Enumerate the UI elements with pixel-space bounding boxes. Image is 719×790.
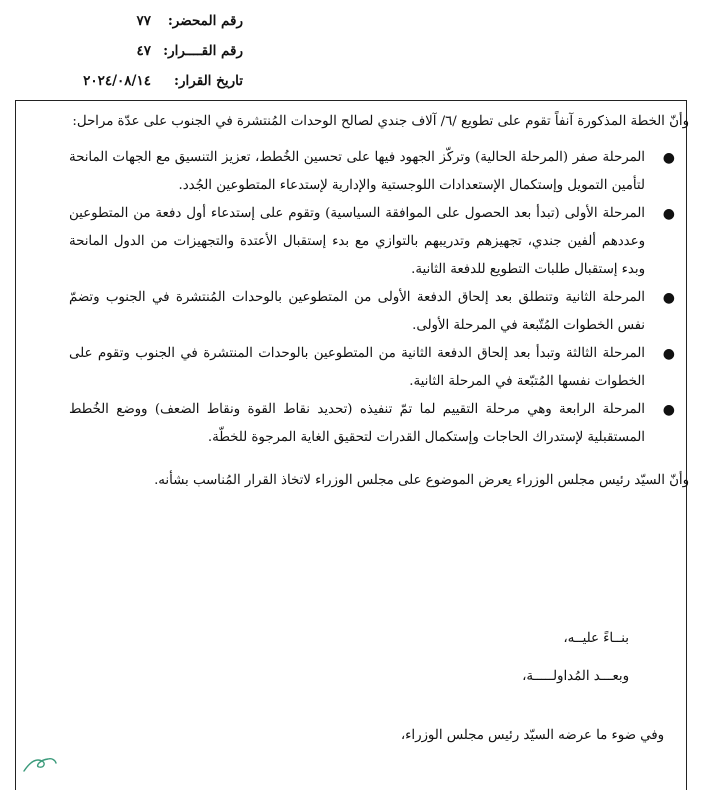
list-item	[69, 340, 679, 396]
bullet-icon: ●	[662, 346, 675, 362]
decision-number-value: ٤٧	[136, 43, 151, 59]
minutes-number-row	[33, 6, 243, 36]
bullet-icon: ●	[662, 206, 675, 222]
stage-text: المرحلة الرابعة وهي مرحلة التقييم لما تمّ تنفيذه (تحديد نقاط القوة ونقاط الضعف) ووضع الخُطط المستقبلية لإستدراك الحاجات وإستكمال القدرات لتحقيق الغاية المرجوة للخطّة.	[69, 402, 645, 445]
decision-number-row	[33, 36, 243, 66]
closing-line-presentation: وفي ضوء ما عرضه السيّد رئيس مجلس الوزراء،	[400, 728, 664, 743]
list-item	[69, 200, 679, 284]
stage-text: المرحلة صفر (المرحلة الحالية) وتركّز الجهود فيها على تحسين الخُطط، تعزيز التنسيق مع الجهات المانحة لتأمين التمويل وإستكمال الإستعدادات اللوجستية والإدارية لإستدعاء المتطوعين الجُدد.	[69, 150, 645, 193]
closing-line-deliberation: وبعـــد المُداولـــــة،	[522, 669, 629, 684]
closing-line-basis: بنــاءً عليــه،	[563, 631, 629, 646]
bullet-icon: ●	[662, 150, 675, 166]
list-item	[69, 396, 679, 452]
stage-text: المرحلة الثالثة وتبدأ بعد إلحاق الدفعة الثانية من المتطوعين بالوحدات المنتشرة في الجنوب وتقوم على الخطوات نفسها المُتبّعة في المرحلة الثانية.	[69, 346, 645, 389]
closing-block	[522, 622, 629, 698]
stage-text: المرحلة الأولى (تبدأ بعد الحصول على الموافقة السياسية) وتقوم على إستدعاء أول دفعة من المتطوعين وعددهم ألفين جندي، تجهيزهم وتدريبهم بالتوازي مع بدء إستقبال الأعتدة والتجهيزات من الدول المانحة وبدء إستقبال طلبات التطويع للدفعة الثانية.	[69, 206, 645, 277]
minutes-number-label: رقم المحضر:	[167, 13, 243, 29]
decision-date-label: تاريخ القرار:	[174, 73, 243, 89]
document-body	[69, 108, 689, 495]
minutes-number-value: ٧٧	[136, 13, 151, 29]
stages-list	[69, 144, 679, 452]
bullet-icon: ●	[662, 290, 675, 306]
list-item	[69, 144, 679, 200]
decision-header	[33, 6, 243, 96]
stage-text: المرحلة الثانية وتنطلق بعد إلحاق الدفعة الأولى من المتطوعين بالوحدات المُنتشرة في الجنوب وتضمّ نفس الخطوات المُتّبعة في المرحلة الأولى.	[69, 290, 645, 333]
list-item	[69, 284, 679, 340]
decision-date-row	[33, 66, 243, 96]
conclusion-paragraph: وأنّ السيّد رئيس مجلس الوزراء يعرض الموضوع على مجلس الوزراء لاتخاذ القرار المُناسب بشأنه.	[154, 473, 689, 488]
intro-paragraph: وأنّ الخطة المذكورة آنفاً تقوم على تطويع /٦/ آلاف جندي لصالح الوحدات المُنتشرة في الجنوب على عدّة مراحل:	[72, 114, 689, 129]
bullet-icon: ●	[662, 402, 675, 418]
decision-number-label: رقم القــــرار:	[163, 43, 243, 59]
signature-mark-icon	[22, 752, 58, 773]
decision-date-value: ٢٠٢٤/٠٨/١٤	[83, 73, 151, 89]
